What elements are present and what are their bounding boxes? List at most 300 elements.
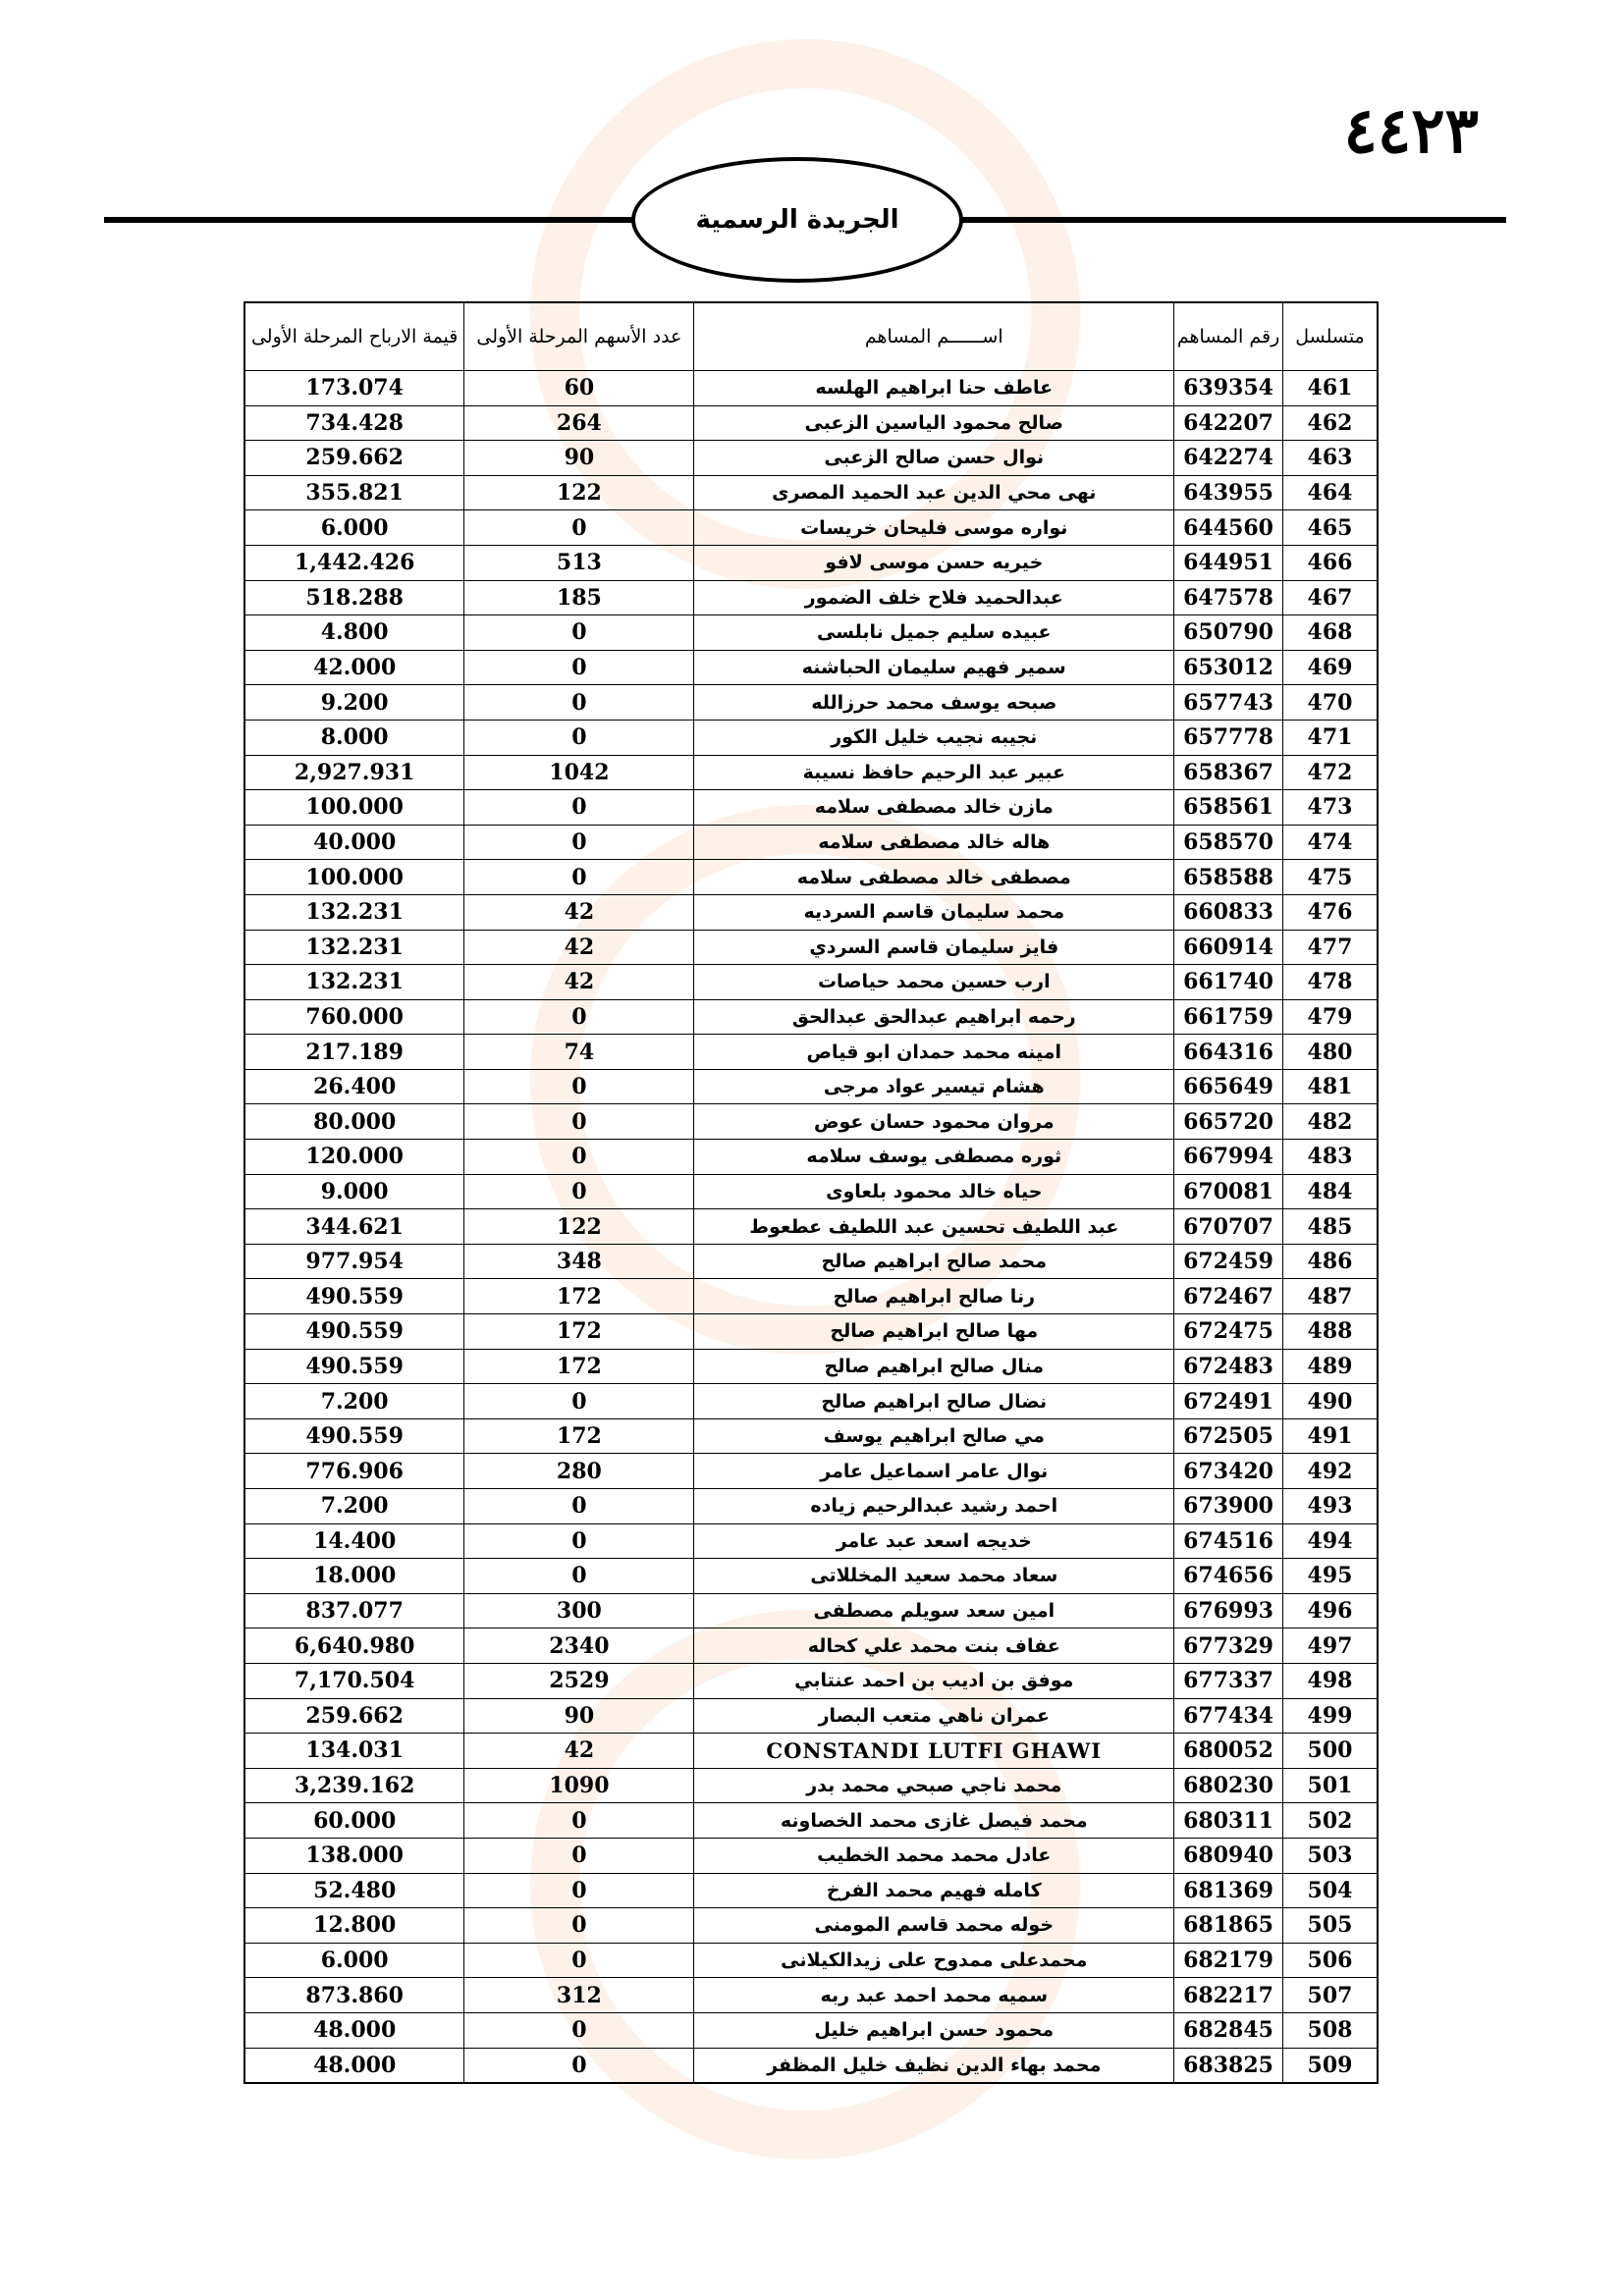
cell-shares-count: 122 [464,475,694,510]
cell-serial: 464 [1283,475,1379,510]
cell-shares-count: 513 [464,545,694,580]
cell-shareholder-number: 660833 [1174,894,1283,930]
cell-shareholder-number: 680940 [1174,1838,1283,1873]
cell-serial: 499 [1283,1698,1379,1734]
table-row [244,1523,1378,1559]
table-row [244,1559,1378,1594]
cell-profit-value: 132.231 [244,965,464,1000]
cell-shareholder-number: 673900 [1174,1489,1283,1524]
cell-shareholder-name: ثوره مصطفى يوسف سلامه [694,1140,1174,1175]
cell-profit-value: 6.000 [244,510,464,546]
header-profit-value: قيمة الارباح المرحلة الأولى [244,302,464,371]
table-row [244,510,1378,546]
table-row [244,580,1378,615]
cell-shareholder-name: محمد فيصل غازى محمد الخصاونه [694,1803,1174,1839]
table-row [244,1384,1378,1419]
table-row [244,1349,1378,1384]
cell-shareholder-number: 639354 [1174,371,1283,406]
cell-shares-count: 0 [464,720,694,755]
table-row [244,1698,1378,1734]
table-row [244,1734,1378,1769]
cell-shareholder-number: 650790 [1174,615,1283,651]
cell-profit-value: 12.800 [244,1908,464,1944]
table-row [244,1244,1378,1279]
cell-profit-value: 132.231 [244,930,464,965]
cell-shares-count: 172 [464,1349,694,1384]
table-row [244,1104,1378,1140]
cell-shareholder-name: سمير فهيم سليمان الحباشنه [694,650,1174,685]
cell-serial: 463 [1283,441,1379,476]
cell-profit-value: 100.000 [244,790,464,826]
cell-shares-count: 172 [464,1314,694,1350]
cell-shareholder-number: 672459 [1174,1244,1283,1279]
cell-serial: 503 [1283,1838,1379,1873]
cell-profit-value: 490.559 [244,1314,464,1350]
cell-profit-value: 18.000 [244,1559,464,1594]
cell-shareholder-number: 681369 [1174,1873,1283,1908]
cell-profit-value: 3,239.162 [244,1768,464,1803]
cell-shareholder-name: موفق بن اديب بن احمد عنتابي [694,1663,1174,1698]
cell-shareholder-name: نوال حسن صالح الزعبى [694,441,1174,476]
cell-profit-value: 9.000 [244,1174,464,1209]
cell-shares-count: 0 [464,1523,694,1559]
table-row [244,1314,1378,1350]
cell-shareholder-name: عبير عبد الرحيم حافظ نسيبة [694,755,1174,790]
cell-shares-count: 0 [464,999,694,1035]
cell-serial: 461 [1283,371,1379,406]
cell-serial: 501 [1283,1768,1379,1803]
cell-shareholder-number: 680052 [1174,1734,1283,1769]
cell-shareholder-number: 676993 [1174,1593,1283,1629]
cell-serial: 487 [1283,1279,1379,1314]
cell-serial: 484 [1283,1174,1379,1209]
cell-serial: 486 [1283,1244,1379,1279]
cell-profit-value: 355.821 [244,475,464,510]
cell-shareholder-number: 673420 [1174,1454,1283,1489]
table-row [244,999,1378,1035]
cell-serial: 462 [1283,405,1379,441]
cell-shareholder-name: محمد بهاء الدين نظيف خليل المظفر [694,2048,1174,2083]
table-row [244,860,1378,895]
cell-profit-value: 14.400 [244,1523,464,1559]
table-row [244,1593,1378,1629]
cell-serial: 473 [1283,790,1379,826]
cell-serial: 471 [1283,720,1379,755]
cell-shareholder-name: CONSTANDI LUTFI GHAWI [694,1734,1174,1769]
cell-shareholder-number: 644951 [1174,545,1283,580]
cell-shares-count: 0 [464,1104,694,1140]
cell-shares-count: 0 [464,2012,694,2048]
cell-serial: 490 [1283,1384,1379,1419]
table-row [244,1140,1378,1175]
cell-serial: 502 [1283,1803,1379,1839]
cell-serial: 488 [1283,1314,1379,1350]
shareholders-table [244,301,1379,2084]
cell-serial: 470 [1283,685,1379,721]
table-row [244,545,1378,580]
cell-shareholder-number: 644560 [1174,510,1283,546]
cell-profit-value: 734.428 [244,405,464,441]
cell-shares-count: 42 [464,1734,694,1769]
cell-shareholder-number: 672475 [1174,1314,1283,1350]
cell-shareholder-number: 672483 [1174,1349,1283,1384]
cell-profit-value: 48.000 [244,2048,464,2083]
cell-serial: 507 [1283,1978,1379,2013]
cell-shareholder-number: 683825 [1174,2048,1283,2083]
cell-serial: 496 [1283,1593,1379,1629]
table-row [244,1943,1378,1978]
table-row [244,685,1378,721]
cell-serial: 474 [1283,825,1379,860]
cell-serial: 495 [1283,1559,1379,1594]
cell-profit-value: 134.031 [244,1734,464,1769]
cell-shareholder-number: 682179 [1174,1943,1283,1978]
cell-shares-count: 0 [464,1873,694,1908]
cell-shareholder-number: 665649 [1174,1069,1283,1104]
cell-shareholder-number: 660914 [1174,930,1283,965]
cell-shareholder-name: عبد اللطيف تحسين عبد اللطيف عطعوط [694,1209,1174,1245]
cell-shareholder-name: سعاد محمد سعيد المخللاتى [694,1559,1174,1594]
cell-shareholder-number: 682217 [1174,1978,1283,2013]
cell-shareholder-name: مصطفى خالد مصطفى سلامه [694,860,1174,895]
cell-profit-value: 217.189 [244,1035,464,1070]
cell-shares-count: 0 [464,1943,694,1978]
cell-shares-count: 0 [464,2048,694,2083]
table-row [244,1174,1378,1209]
cell-profit-value: 760.000 [244,999,464,1035]
table-row [244,2048,1378,2083]
table-row [244,894,1378,930]
cell-shareholder-name: مي صالح ابراهيم يوسف [694,1418,1174,1454]
cell-shareholder-number: 677434 [1174,1698,1283,1734]
cell-serial: 478 [1283,965,1379,1000]
header-shareholder-name: اســــــم المساهم [694,302,1174,371]
cell-shareholder-number: 658570 [1174,825,1283,860]
cell-shareholder-name: محمد سليمان قاسم السرديه [694,894,1174,930]
table-row [244,405,1378,441]
cell-shareholder-number: 674516 [1174,1523,1283,1559]
table-row [244,1035,1378,1070]
cell-shares-count: 0 [464,685,694,721]
cell-serial: 492 [1283,1454,1379,1489]
cell-shareholder-name: مها صالح ابراهيم صالح [694,1314,1174,1350]
cell-serial: 467 [1283,580,1379,615]
cell-profit-value: 873.860 [244,1978,464,2013]
cell-serial: 508 [1283,2012,1379,2048]
cell-shares-count: 300 [464,1593,694,1629]
cell-shares-count: 0 [464,1908,694,1944]
cell-profit-value: 518.288 [244,580,464,615]
cell-profit-value: 9.200 [244,685,464,721]
cell-shareholder-number: 664316 [1174,1035,1283,1070]
cell-shareholder-name: خيريه حسن موسى لافو [694,545,1174,580]
cell-shares-count: 2529 [464,1663,694,1698]
cell-shareholder-number: 643955 [1174,475,1283,510]
cell-shareholder-name: محمد ناجي صبحي محمد بدر [694,1768,1174,1803]
cell-profit-value: 259.662 [244,441,464,476]
cell-profit-value: 490.559 [244,1418,464,1454]
cell-serial: 493 [1283,1489,1379,1524]
cell-profit-value: 1,442.426 [244,545,464,580]
cell-profit-value: 60.000 [244,1803,464,1839]
cell-profit-value: 344.621 [244,1209,464,1245]
cell-profit-value: 138.000 [244,1838,464,1873]
cell-shares-count: 280 [464,1454,694,1489]
cell-profit-value: 490.559 [244,1349,464,1384]
cell-shareholder-name: نوال عامر اسماعيل عامر [694,1454,1174,1489]
cell-shareholder-number: 677329 [1174,1629,1283,1664]
table-row [244,1489,1378,1524]
cell-profit-value: 26.400 [244,1069,464,1104]
cell-shareholder-number: 647578 [1174,580,1283,615]
cell-serial: 509 [1283,2048,1379,2083]
cell-shares-count: 0 [464,1174,694,1209]
cell-shares-count: 74 [464,1035,694,1070]
table-row [244,755,1378,790]
cell-shareholder-number: 642274 [1174,441,1283,476]
table-row [244,371,1378,406]
cell-shareholder-name: عفاف بنت محمد علي كحاله [694,1629,1174,1664]
cell-serial: 494 [1283,1523,1379,1559]
cell-shareholder-name: هاله خالد مصطفى سلامه [694,825,1174,860]
cell-shares-count: 172 [464,1279,694,1314]
cell-shareholder-name: محمد صالح ابراهيم صالح [694,1244,1174,1279]
cell-serial: 476 [1283,894,1379,930]
cell-shareholder-number: 665720 [1174,1104,1283,1140]
cell-shareholder-name: سميه محمد احمد عبد ربه [694,1978,1174,2013]
cell-serial: 482 [1283,1104,1379,1140]
cell-profit-value: 173.074 [244,371,464,406]
cell-profit-value: 6.000 [244,1943,464,1978]
cell-shares-count: 42 [464,965,694,1000]
cell-shares-count: 0 [464,1803,694,1839]
cell-shareholder-name: حياه خالد محمود بلعاوى [694,1174,1174,1209]
cell-shares-count: 312 [464,1978,694,2013]
cell-shareholder-name: منال صالح ابراهيم صالح [694,1349,1174,1384]
cell-profit-value: 6,640.980 [244,1629,464,1664]
cell-profit-value: 80.000 [244,1104,464,1140]
cell-serial: 489 [1283,1349,1379,1384]
cell-serial: 480 [1283,1035,1379,1070]
table-row [244,825,1378,860]
cell-shareholder-name: محمود حسن ابراهيم خليل [694,2012,1174,2048]
cell-shareholder-number: 661740 [1174,965,1283,1000]
cell-shareholder-number: 642207 [1174,405,1283,441]
cell-shares-count: 0 [464,1559,694,1594]
table-row [244,1279,1378,1314]
cell-shareholder-name: مروان محمود حسان عوض [694,1104,1174,1140]
table-header-row [244,302,1378,371]
cell-shares-count: 90 [464,441,694,476]
cell-shareholder-name: نواره موسى فليحان خريسات [694,510,1174,546]
cell-profit-value: 490.559 [244,1279,464,1314]
cell-serial: 475 [1283,860,1379,895]
cell-shares-count: 90 [464,1698,694,1734]
cell-profit-value: 4.800 [244,615,464,651]
cell-shareholder-name: امينه محمد حمدان ابو قياص [694,1035,1174,1070]
table-row [244,1768,1378,1803]
cell-shareholder-name: عاطف حنا ابراهيم الهلسه [694,371,1174,406]
cell-shareholder-name: هشام تيسير عواد مرجى [694,1069,1174,1104]
cell-shares-count: 348 [464,1244,694,1279]
cell-shareholder-number: 658367 [1174,755,1283,790]
table-row [244,1209,1378,1245]
cell-serial: 483 [1283,1140,1379,1175]
table-row [244,1663,1378,1698]
cell-shares-count: 0 [464,1838,694,1873]
cell-serial: 466 [1283,545,1379,580]
table-row [244,1069,1378,1104]
table-row [244,1908,1378,1944]
cell-serial: 485 [1283,1209,1379,1245]
cell-shares-count: 0 [464,825,694,860]
table-row [244,1629,1378,1664]
cell-shareholder-name: كامله فهيم محمد الفرخ [694,1873,1174,1908]
cell-shareholder-name: عادل محمد محمد الخطيب [694,1838,1174,1873]
cell-profit-value: 7.200 [244,1384,464,1419]
cell-serial: 491 [1283,1418,1379,1454]
cell-shareholder-number: 658561 [1174,790,1283,826]
cell-shareholder-number: 681865 [1174,1908,1283,1944]
cell-shareholder-number: 672491 [1174,1384,1283,1419]
cell-profit-value: 977.954 [244,1244,464,1279]
cell-profit-value: 7,170.504 [244,1663,464,1698]
cell-shareholder-number: 670081 [1174,1174,1283,1209]
cell-shares-count: 0 [464,615,694,651]
cell-shares-count: 0 [464,1384,694,1419]
cell-profit-value: 2,927.931 [244,755,464,790]
table-row [244,1454,1378,1489]
cell-shareholder-name: عمران ناهي متعب البصار [694,1698,1174,1734]
cell-shareholder-name: نضال صالح ابراهيم صالح [694,1384,1174,1419]
cell-shares-count: 1042 [464,755,694,790]
cell-shares-count: 42 [464,930,694,965]
cell-serial: 468 [1283,615,1379,651]
table-row [244,475,1378,510]
cell-profit-value: 40.000 [244,825,464,860]
cell-shares-count: 122 [464,1209,694,1245]
header-shares-count: عدد الأسهم المرحلة الأولى [464,302,694,371]
cell-shareholder-number: 680230 [1174,1768,1283,1803]
cell-shareholder-name: نجيبه نجيب خليل الكور [694,720,1174,755]
cell-profit-value: 132.231 [244,894,464,930]
cell-shareholder-name: محمدعلى ممدوح على زيدالكيلانى [694,1943,1174,1978]
cell-shareholder-number: 674656 [1174,1559,1283,1594]
cell-shares-count: 172 [464,1418,694,1454]
cell-serial: 472 [1283,755,1379,790]
cell-shareholder-number: 670707 [1174,1209,1283,1245]
cell-shareholder-number: 657743 [1174,685,1283,721]
gazette-title: الجريدة الرسمية [631,157,963,283]
cell-shareholder-name: ارب حسين محمد حياصات [694,965,1174,1000]
cell-shares-count: 0 [464,860,694,895]
cell-shareholder-name: عبدالحميد فلاح خلف الضمور [694,580,1174,615]
cell-serial: 504 [1283,1873,1379,1908]
cell-shareholder-number: 682845 [1174,2012,1283,2048]
header-serial: متسلسل [1283,302,1379,371]
table-row [244,2012,1378,2048]
cell-shares-count: 60 [464,371,694,406]
table-body [244,371,1378,2084]
cell-shares-count: 0 [464,650,694,685]
table-row [244,720,1378,755]
table-row [244,1838,1378,1873]
cell-profit-value: 8.000 [244,720,464,755]
cell-shareholder-name: عبيده سليم جميل نابلسى [694,615,1174,651]
cell-shareholder-number: 658588 [1174,860,1283,895]
cell-profit-value: 100.000 [244,860,464,895]
cell-shares-count: 264 [464,405,694,441]
cell-profit-value: 120.000 [244,1140,464,1175]
cell-shareholder-name: خديجه اسعد عبد عامر [694,1523,1174,1559]
cell-serial: 465 [1283,510,1379,546]
cell-shareholder-number: 672505 [1174,1418,1283,1454]
cell-serial: 479 [1283,999,1379,1035]
table-row [244,965,1378,1000]
table-row [244,615,1378,651]
cell-serial: 481 [1283,1069,1379,1104]
page-number: ٤٤٢٣ [1343,94,1479,168]
cell-serial: 505 [1283,1908,1379,1944]
cell-shares-count: 0 [464,1489,694,1524]
cell-shareholder-name: خوله محمد قاسم المومنى [694,1908,1174,1944]
cell-shares-count: 0 [464,1140,694,1175]
table-row [244,930,1378,965]
cell-shares-count: 1090 [464,1768,694,1803]
table-row [244,441,1378,476]
cell-profit-value: 837.077 [244,1593,464,1629]
cell-shareholder-name: رنا صالح ابراهيم صالح [694,1279,1174,1314]
cell-shares-count: 0 [464,510,694,546]
cell-profit-value: 259.662 [244,1698,464,1734]
cell-serial: 497 [1283,1629,1379,1664]
table-row [244,1873,1378,1908]
table-row [244,790,1378,826]
cell-shares-count: 2340 [464,1629,694,1664]
table-row [244,1418,1378,1454]
cell-shareholder-number: 680311 [1174,1803,1283,1839]
cell-shares-count: 42 [464,894,694,930]
cell-serial: 500 [1283,1734,1379,1769]
cell-shareholder-name: صبحه يوسف محمد حرزالله [694,685,1174,721]
cell-profit-value: 42.000 [244,650,464,685]
header-shareholder-number: رقم المساهم [1174,302,1283,371]
cell-shares-count: 0 [464,1069,694,1104]
table-row [244,650,1378,685]
cell-shareholder-name: رحمه ابراهيم عبدالحق عبدالحق [694,999,1174,1035]
cell-shareholder-number: 653012 [1174,650,1283,685]
cell-profit-value: 52.480 [244,1873,464,1908]
cell-shareholder-number: 672467 [1174,1279,1283,1314]
cell-shareholder-number: 677337 [1174,1663,1283,1698]
cell-shareholder-name: صالح محمود الياسين الزعبى [694,405,1174,441]
cell-shareholder-name: مازن خالد مصطفى سلامه [694,790,1174,826]
cell-serial: 506 [1283,1943,1379,1978]
cell-shareholder-number: 661759 [1174,999,1283,1035]
cell-profit-value: 7.200 [244,1489,464,1524]
cell-shares-count: 0 [464,790,694,826]
cell-shareholder-name: امين سعد سويلم مصطفى [694,1593,1174,1629]
cell-shareholder-number: 667994 [1174,1140,1283,1175]
cell-shareholder-number: 657778 [1174,720,1283,755]
cell-shareholder-name: نهى محي الدين عبد الحميد المصرى [694,475,1174,510]
cell-profit-value: 776.906 [244,1454,464,1489]
cell-serial: 477 [1283,930,1379,965]
shareholders-table-container [244,301,1379,2084]
cell-shareholder-name: احمد رشيد عبدالرحيم زياده [694,1489,1174,1524]
cell-shares-count: 185 [464,580,694,615]
cell-shareholder-name: فايز سليمان قاسم السردي [694,930,1174,965]
